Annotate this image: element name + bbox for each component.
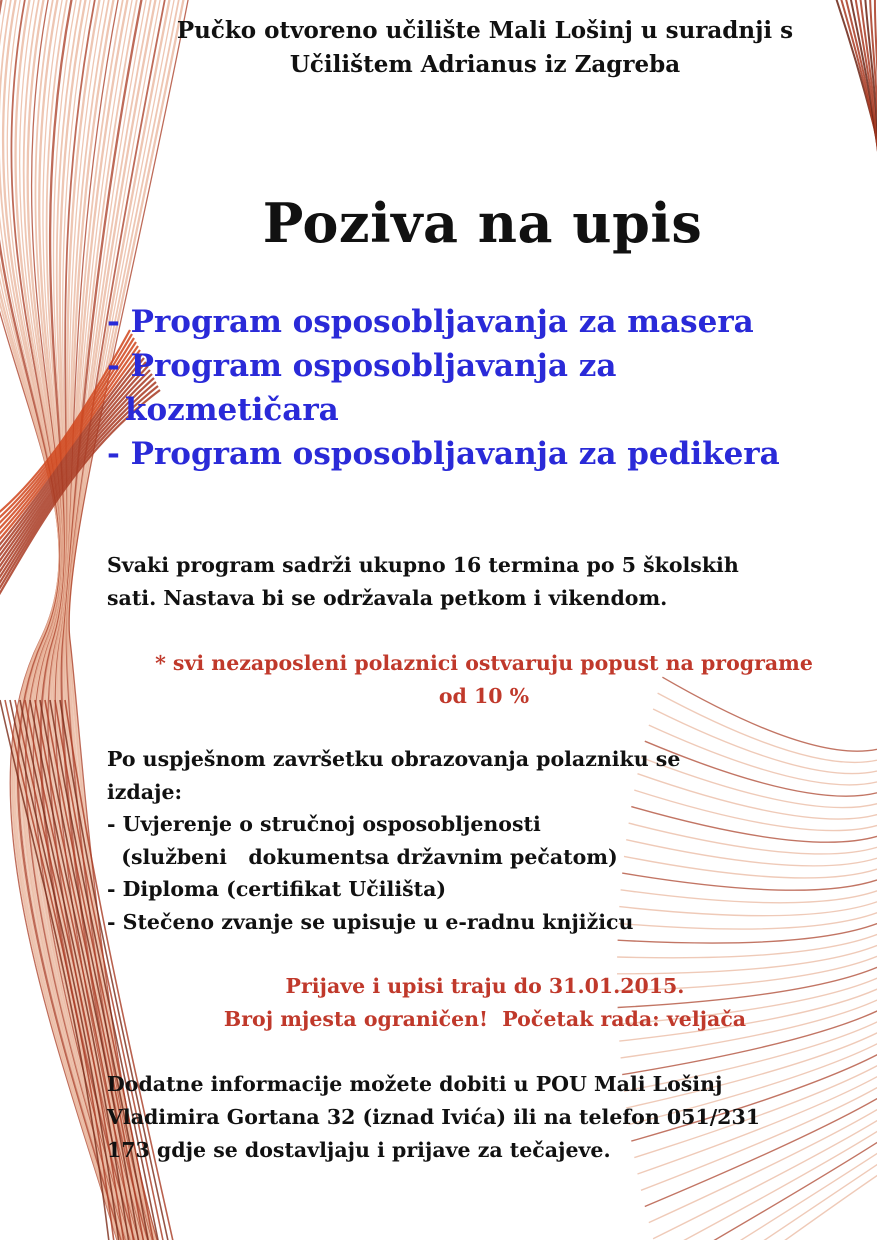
certificates-section [107, 743, 867, 938]
contact-line: Vladimira Gortana 32 (iznad Ivića) ili na telefon 051/231 [107, 1105, 760, 1129]
program-list [107, 300, 867, 476]
page-title: Poziva na upis [262, 191, 703, 255]
certificates-intro-line: Po uspješnom završetku obrazovanja polazniku se [107, 747, 681, 771]
certificate-item: - Stečeno zvanje se upisuje u e-radnu knjižicu [107, 909, 634, 934]
certificate-item: (službeni dokumentsa državnim pečatom) [107, 844, 618, 869]
certificate-item: - Diploma (certifikat Učilišta) [107, 877, 447, 901]
contact-line: Dodatne informacije možete dobiti u POU Mali Lošinj [107, 1072, 723, 1096]
program-description [107, 549, 867, 615]
program-item: - Program osposobljavanja za masera [107, 304, 754, 340]
program-item-continuation: kozmetičara [125, 392, 339, 428]
discount-line: od 10 % [438, 684, 530, 708]
deadline-line: Broj mjesta ograničen! Početak rada: veljača [223, 1007, 747, 1031]
header-line: Pučko otvoreno učilište Mali Lošinj u suradnji s [176, 17, 794, 44]
description-line: sati. Nastava bi se održavala petkom i vikendom. [107, 586, 668, 610]
description-line: Svaki program sadrži ukupno 16 termina po 5 školskih [107, 553, 739, 577]
program-item: - Program osposobljavanja za pedikera [107, 436, 780, 472]
organizer-header [60, 14, 877, 82]
certificate-item: - Uvjerenje o stručnoj osposobljenosti [107, 812, 541, 836]
header-line: Učilištem Adrianus iz Zagreba [289, 51, 681, 78]
discount-line: * svi nezaposleni polaznici ostvaruju popust na programe [155, 651, 813, 675]
contact-line: 173 gdje se dostavljaju i prijave za tečajeve. [107, 1138, 611, 1162]
program-item: - Program osposobljavanja za [107, 348, 617, 384]
contact-information [107, 1068, 867, 1167]
enrollment-deadline [100, 970, 870, 1036]
discount-note [100, 647, 868, 713]
deadline-line: Prijave i upisi traju do 31.01.2015. [285, 974, 685, 998]
certificates-intro-line: izdaje: [107, 779, 183, 804]
